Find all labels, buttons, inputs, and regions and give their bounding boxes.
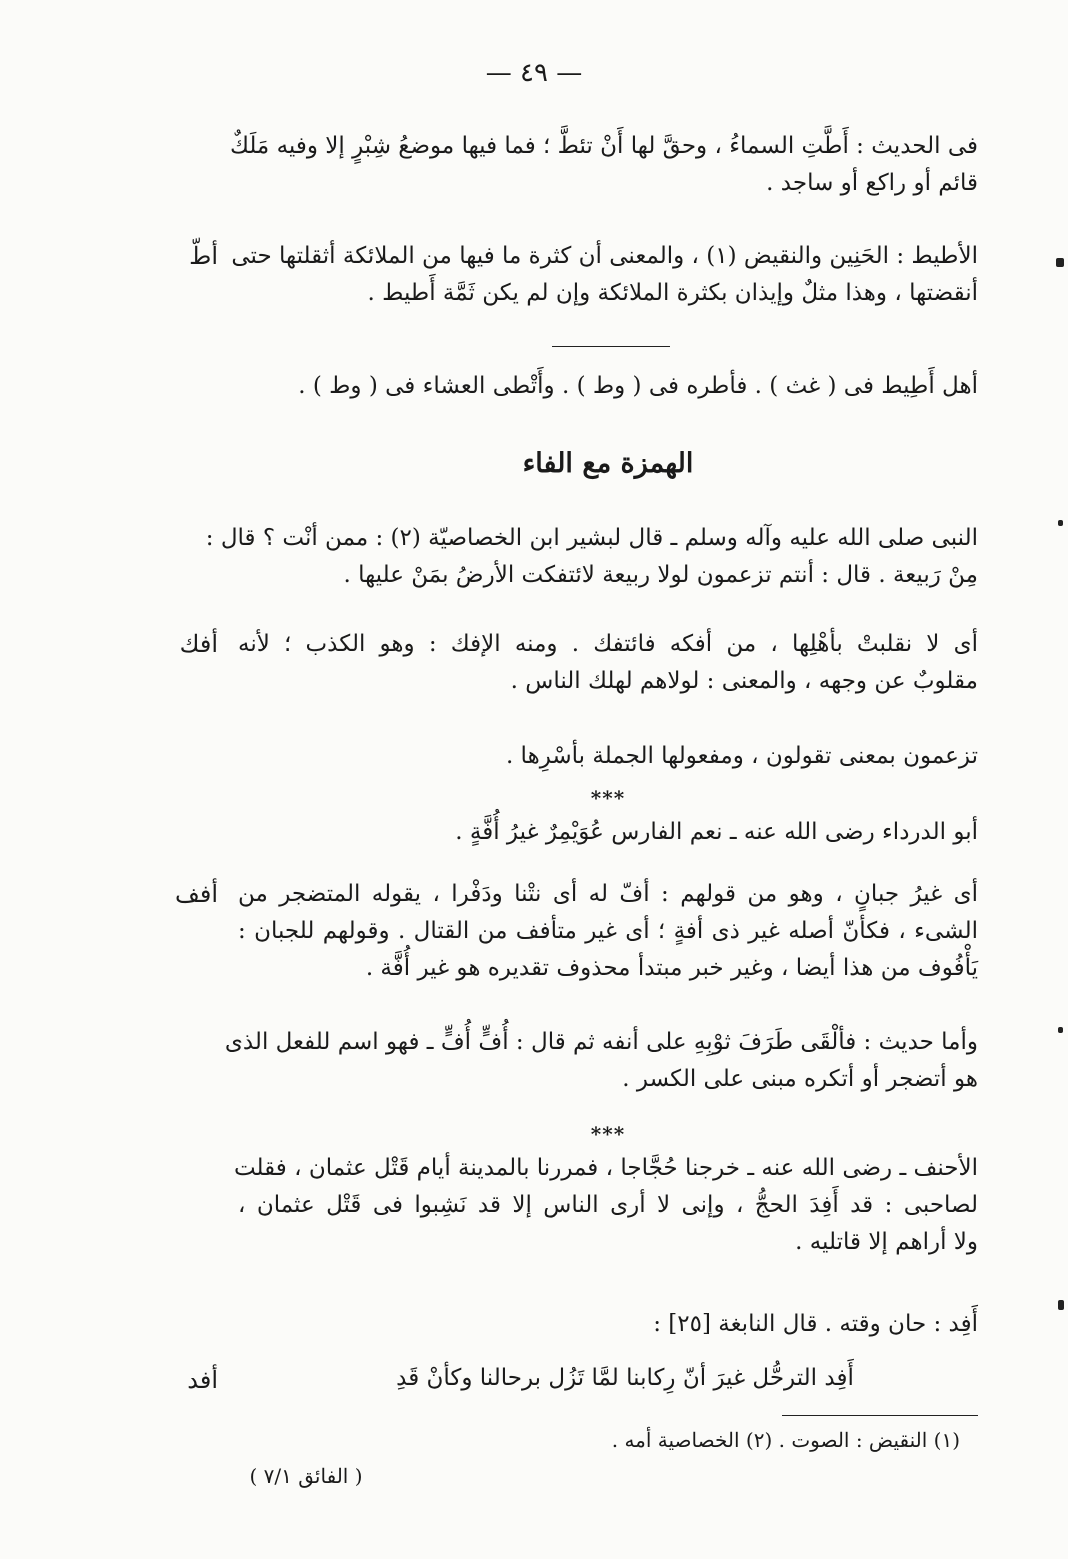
margin-gloss-afk: أفك (179, 630, 218, 658)
paragraph-abu-darda (238, 814, 978, 851)
paragraph-afk-explanation (238, 626, 978, 700)
text-line: أى غيرُ جبانٍ ، وهو من قولهم : أفّ له أى نتْنا ودَفْرا ، يقوله المتضجر من (238, 881, 978, 907)
text-line: مقلوبٌ عن وجهه ، والمعنى : لولاهم لهلك الناس . (510, 668, 978, 694)
short-divider (552, 346, 670, 347)
scan-edge-mark (1056, 258, 1064, 267)
text-line: أنقضتها ، وهذا مثلٌ وإيذان بكثرة الملائكة وإن لم يكن ثَمَّة أَطيط . (367, 280, 978, 306)
paragraph-hadith-att (229, 128, 978, 202)
text-line: الأحنف ـ رضى الله عنه ـ خرجنا حُجَّاجا ، فمررنا بالمدينة أيام قَتْل عثمان ، فقلت (233, 1155, 978, 1181)
text-line: لصاحبى : قد أَفِدَ الحجُّ ، وإنى لا أرى الناس إلا قد نَشِبوا فى قَتْل عثمان ، (238, 1192, 978, 1218)
margin-gloss-aff: أفف (175, 880, 218, 908)
paragraph-afid-definition (238, 1306, 978, 1343)
text-line: النبى صلى الله عليه وآله وسلم ـ قال لبشير ابن الخصاصيّة (٢) : ممن أنْت ؟ قال : (205, 525, 978, 551)
paragraph-hadith-bashir (205, 520, 978, 594)
text-line: الأطيط : الحَنِين والنقيض (١) ، والمعنى أن كثرة ما فيها من الملائكة أثقلتها حتى (231, 243, 978, 269)
text-line: هو أتضجر أو أتكره مبنى على الكسر . (622, 1066, 978, 1092)
text-line: مِنْ رَبيعة . قال : أنتم تزعمون لولا ربيعة لائتفكت الأرضُ بمَنْ عليها . (343, 562, 978, 588)
text-line: الشىء ، فكأنّ أصله غير ذى أفةٍ ؛ أى غير متأفف من القتال . وقولهم للجبان : (238, 918, 978, 944)
separator-stars: *** (590, 786, 626, 810)
signature-mark: ( الفائق ٧/١ ) (249, 1464, 363, 1488)
section-heading: الهمزة مع الفاء (522, 448, 694, 479)
paragraph-ahnaf (233, 1150, 978, 1261)
text-line: تزعمون بمعنى تقولون ، ومفعولها الجملة بأسْرِها . (505, 743, 978, 769)
paragraph-uff-uff (224, 1024, 978, 1098)
text-line: أَفِد : حان وقته . قال النابغة [٢٥] : (653, 1311, 978, 1337)
scan-edge-mark (1058, 1027, 1063, 1033)
text-line: أهل أَطِيط فى ( غث ) . فأطره فى ( وط ) . وأَتْطى العشاء فى ( وط ) . (298, 373, 978, 399)
margin-gloss-afd: أفد (187, 1366, 218, 1394)
text-line: فى الحديث : أَطَّتِ السماءُ ، وحقَّ لها أَنْ تئطَّ ؛ فما فيها موضعُ شِبْرٍ إلا وفيه مَلَكٌ (229, 133, 978, 159)
text-line: يَأْفُوف من هذا أيضا ، وغير خبر مبتدأ محذوف تقديره هو غير أُفَّة . (365, 955, 978, 981)
separator-stars: *** (590, 1122, 626, 1146)
scan-edge-mark (1058, 520, 1063, 526)
text-line: أى لا نقلبتْ بأهْلِها ، من أفكه فائتفك . ومنه الإفك : وهو الكذب ؛ لأنه (238, 631, 978, 657)
text-line: ولا أراهم إلا قاتليه . (795, 1229, 978, 1255)
paragraph-tazumun (238, 738, 978, 775)
scan-edge-mark (1058, 1300, 1064, 1310)
footnotes: (١) النقيض : الصوت . (٢) الخصاصية أمه . (611, 1428, 960, 1452)
margin-gloss-att: أطّ (189, 242, 218, 270)
text-line: قائم أو راكع أو ساجد . (766, 170, 978, 196)
poetry-verse (300, 1360, 950, 1397)
paragraph-atit-definition (231, 238, 978, 312)
footnote-divider (782, 1415, 978, 1416)
paragraph-aff-explanation (238, 876, 978, 987)
verse-line: أَفِد الترحُّل غيرَ أنّ رِكابنا لمَّا تَزُل برحالنا وكأنْ قَدِ (396, 1365, 854, 1391)
paragraph-cross-references (238, 368, 978, 405)
text-line: وأما حديث : فألْقَى طَرَفَ ثوْبِهِ على أنفه ثم قال : أُفٍّ أُفٍّ ـ فهو اسم للفعل الذى (224, 1029, 978, 1055)
text-line: أبو الدرداء رضى الله عنه ـ نعم الفارس عُوَيْمِرٌ غيرُ أُفَّةٍ . (455, 819, 978, 845)
page-number: — ٤٩ — (485, 58, 583, 88)
